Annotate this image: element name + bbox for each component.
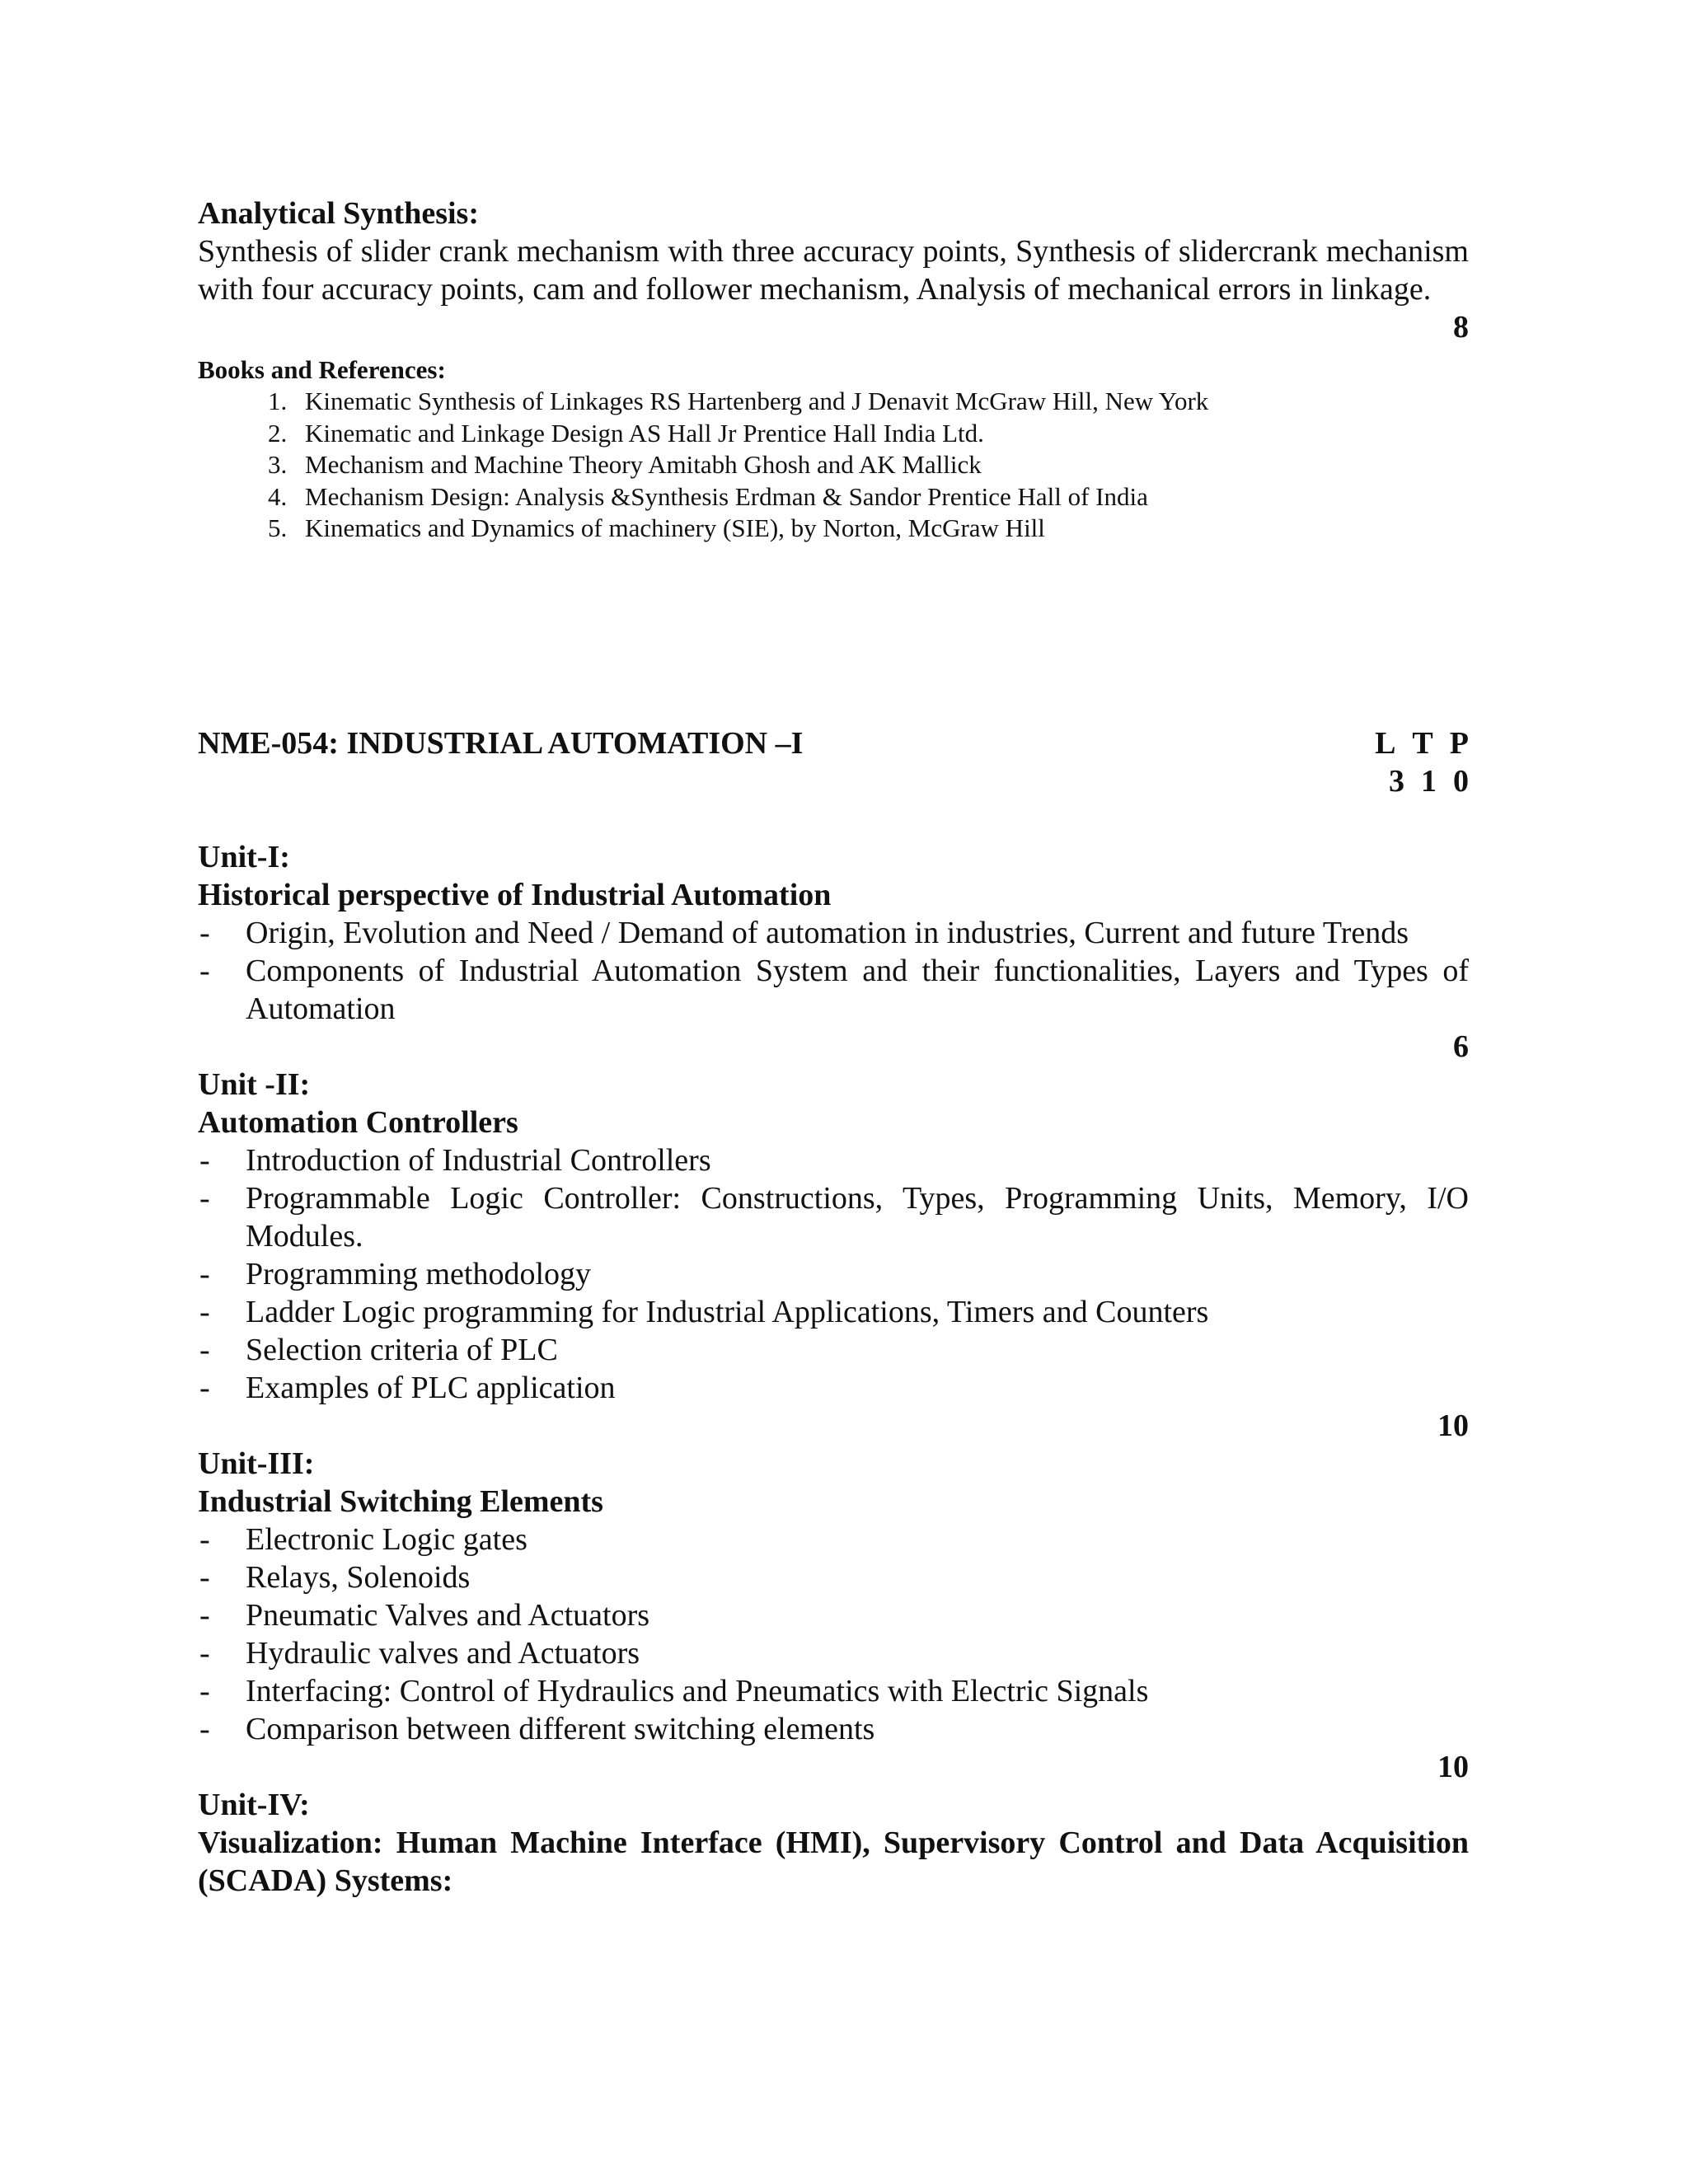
topic-item: - Electronic Logic gates	[198, 1521, 1469, 1558]
books-title: Books and References:	[198, 355, 446, 384]
topic-item: - Origin, Evolution and Need / Demand of automation in industries, Current and future Trends	[198, 914, 1469, 952]
unit-title: Industrial Switching Elements	[198, 1483, 603, 1519]
unit-label: Unit-IV:	[198, 1787, 310, 1822]
unit-topics	[198, 914, 1469, 1028]
topic-item: - Programming methodology	[198, 1255, 1469, 1293]
topic-item: - Comparison between different switching elements	[198, 1710, 1469, 1748]
topic-item: - Relays, Solenoids	[198, 1558, 1469, 1596]
references-list	[198, 386, 1469, 545]
topic-item: - Interfacing: Control of Hydraulics and Pneumatics with Electric Signals	[198, 1672, 1469, 1710]
reference-item: 2. Kinematic and Linkage Design AS Hall Jr Prentice Hall India Ltd.	[293, 418, 1469, 450]
unit-label: Unit-III:	[198, 1446, 315, 1481]
unit-topics	[198, 1521, 1469, 1748]
unit-2-section	[198, 1066, 1469, 1445]
marks-label: 6	[1453, 1029, 1469, 1064]
marks-label: 10	[1437, 1749, 1469, 1784]
topic-item: - Introduction of Industrial Controllers	[198, 1141, 1469, 1179]
reference-item: 5. Kinematics and Dynamics of machinery (SIE), by Norton, McGraw Hill	[293, 513, 1469, 545]
unit-3-section	[198, 1445, 1469, 1786]
topic-item: - Examples of PLC application	[198, 1369, 1469, 1407]
ltp-p-header: P	[1449, 725, 1469, 761]
ltp-l-value: 3	[1389, 763, 1404, 799]
analytical-synthesis-section	[198, 194, 1469, 346]
unit-4-section	[198, 1786, 1469, 1900]
unit-topics	[198, 1141, 1469, 1407]
unit-title: Visualization: Human Machine Interface (HMI), Supervisory Control and Data Acquisition (SCADA) Systems:	[198, 1825, 1469, 1898]
topic-item: - Ladder Logic programming for Industrial Applications, Timers and Counters	[198, 1293, 1469, 1331]
reference-item: 3. Mechanism and Machine Theory Amitabh Ghosh and AK Mallick	[293, 449, 1469, 481]
unit-label: Unit-I:	[198, 839, 290, 874]
topic-item: - Pneumatic Valves and Actuators	[198, 1596, 1469, 1634]
section-heading: Analytical Synthesis:	[198, 196, 479, 231]
books-references-section	[198, 354, 1469, 545]
unit-title: Automation Controllers	[198, 1104, 518, 1140]
topic-item: - Programmable Logic Controller: Constructions, Types, Programming Units, Memory, I/O Modules.	[198, 1179, 1469, 1255]
marks-label: 8	[1453, 310, 1469, 344]
marks-label: 10	[1437, 1408, 1469, 1443]
ltp-p-value: 0	[1453, 763, 1469, 799]
course-header	[198, 724, 1469, 800]
reference-item: 4. Mechanism Design: Analysis &Synthesis Erdman & Sandor Prentice Hall of India	[293, 481, 1469, 513]
unit-label: Unit -II:	[198, 1066, 311, 1102]
ltp-header-row	[1375, 724, 1469, 762]
ltp-l-header: L	[1375, 725, 1396, 761]
course-title: NME-054: INDUSTRIAL AUTOMATION –I	[198, 725, 804, 761]
ltp-t-value: 1	[1421, 763, 1437, 799]
ltp-values-row	[1375, 762, 1469, 800]
topic-item: - Hydraulic valves and Actuators	[198, 1634, 1469, 1672]
ltp-table	[1375, 724, 1469, 800]
topic-item: - Selection criteria of PLC	[198, 1331, 1469, 1369]
topic-item: - Components of Industrial Automation System and their functionalities, Layers and Types of Automation	[198, 952, 1469, 1028]
unit-title: Historical perspective of Industrial Automation	[198, 877, 832, 912]
section-body: Synthesis of slider crank mechanism with three accuracy points, Synthesis of slidercrank mechanism with four accuracy points, cam and follower mechanism, Analysis of mechanical errors in linkage.	[198, 234, 1469, 307]
reference-item: 1. Kinematic Synthesis of Linkages RS Hartenberg and J Denavit McGraw Hill, New York	[293, 386, 1469, 418]
document-page	[198, 194, 1469, 1900]
ltp-t-header: T	[1412, 725, 1433, 761]
unit-1-section	[198, 838, 1469, 1066]
